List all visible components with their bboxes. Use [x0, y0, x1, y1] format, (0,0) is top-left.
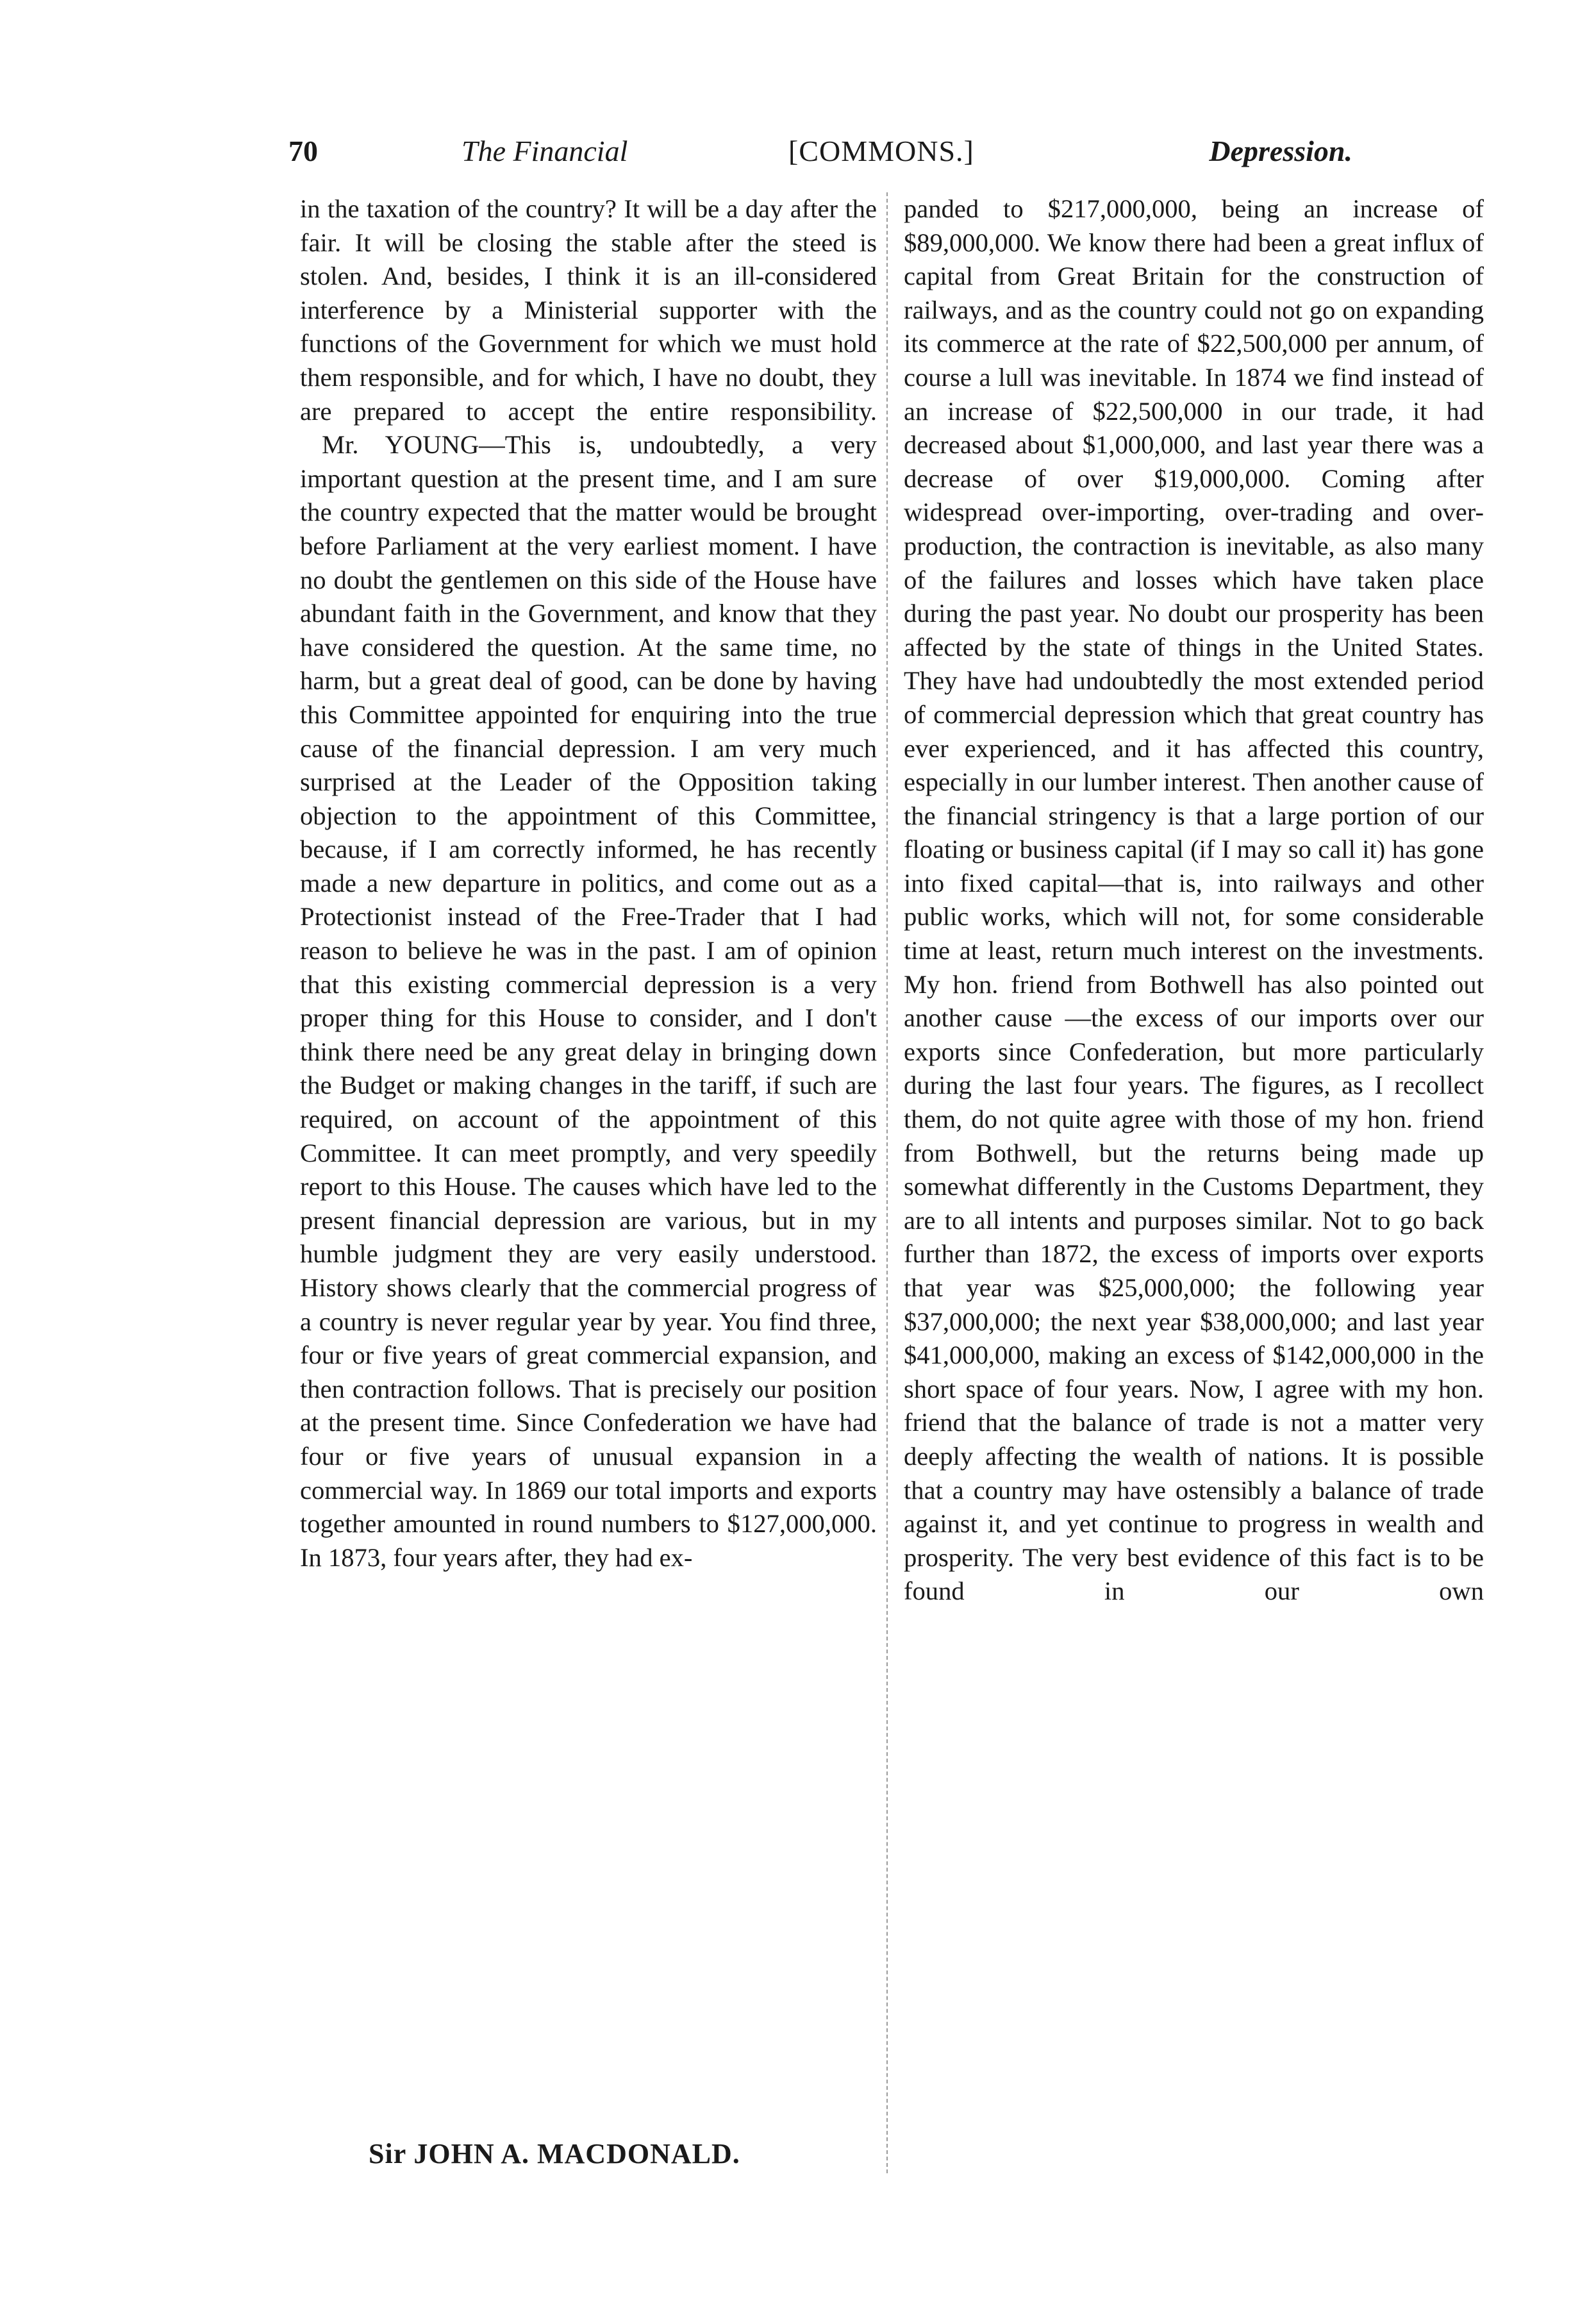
paragraph: in the taxation of the country? It will be a day after the fair. It will be closing the stable after the steed is stolen. And, besides, I think it is an ill-considered interference by a Ministerial supporter with the functions of the Government for which we must hold them responsible, and for which, I have no doubt, they are prepared to accept the entire responsibility.: [300, 194, 877, 426]
running-title-center: [COMMONS.]: [788, 135, 974, 167]
right-column: [904, 192, 1484, 1608]
page-header: [288, 126, 1352, 177]
paragraph: Mr. YOUNG—This is, undoubtedly, a very important question at the present time, and I am sure the country expected that the matter would be brought before Parliament at the very earliest moment. I have no doubt the gentlemen on this side of the House have abundant faith in the Government, and know that they have considered the question. At the same time, no harm, but a great deal of good, can be done by having this Committee appointed for enquiring into the true cause of the financial depression. I am very much surprised at the Leader of the Opposition taking objection to the appointment of this Committee, because, if I am correctly informed, he has recently made a new departure in politics, and come out as a Protectionist instead of the Free-Trader that I had reason to believe he was in the past. I am of opinion that this existing commercial depression is a very proper thing for this House to consider, and I don't think there need be any great delay in bringing down the Budget or making changes in the tariff, if such are required, on account of the appointment of this Committee. It can meet promptly, and very speedily report to this House. The causes which have led to the present financial depression are various, but in my humble judgment they are very easily understood. History shows clearly that the commercial progress of a country is never regular year by year. You find three, four or five years of great commercial expansion, and then contraction follows. That is precisely our position at the present time. Since Confederation we have had four or five years of unusual expansion in a commercial way. In 1869 our total imports and exports together amounted in round numbers to $127,000,000. In 1873, four years after, they had ex-: [300, 430, 877, 1572]
left-column: [300, 192, 877, 1574]
running-title-left: The Financial: [461, 135, 628, 167]
page-number: 70: [288, 135, 318, 167]
running-title-right: Depression.: [1209, 135, 1352, 167]
column-divider: [886, 192, 888, 2173]
page-footer-speaker: Sir JOHN A. MACDONALD.: [369, 2138, 740, 2169]
paragraph: panded to $217,000,000, being an increase of $89,000,000. We know there had been a great influx of capital from Great Britain for the construction of railways, and as the country could not go on expanding its commerce at the rate of $22,500,000 per annum, of course a lull was inevitable. In 1874 we find instead of an increase of $22,500,000 in our trade, it had decreased about $1,000,000, and last year there was a decrease of over $19,000,000. Coming after widespread over-importing, over-trading and over-production, the contraction is inevitable, as also many of the failures and losses which have taken place during the past year. No doubt our prosperity has been affected by the state of things in the United States. They have had undoubtedly the most extended period of commercial depression which that great country has ever experienced, and it has affected this country, especially in our lumber interest. Then another cause of the financial stringency is that a large portion of our floating or business capital (if I may so call it) has gone into fixed capital—that is, into railways and other public works, which will not, for some considerable time at least, return much interest on the investments. My hon. friend from Bothwell has also pointed out another cause —the excess of our imports over our exports since Confederation, but more particularly during the last four years. The figures, as I recollect them, do not quite agree with those of my hon. friend from Bothwell, but the returns being made up somewhat differently in the Customs Department, they are to all intents and purposes similar. Not to go back further than 1872, the excess of imports over exports that year was $25,000,000; the following year $37,000,000; the next year $38,000,000; and last year $41,000,000, making an excess of $142,000,000 in the short space of four years. Now, I agree with my hon. friend that the balance of trade is not a matter very deeply affecting the wealth of nations. It is possible that a country may have ostensibly a balance of trade against it, and yet continue to progress in wealth and prosperity. The very best evidence of this fact is to be found in our own: [904, 194, 1484, 1606]
